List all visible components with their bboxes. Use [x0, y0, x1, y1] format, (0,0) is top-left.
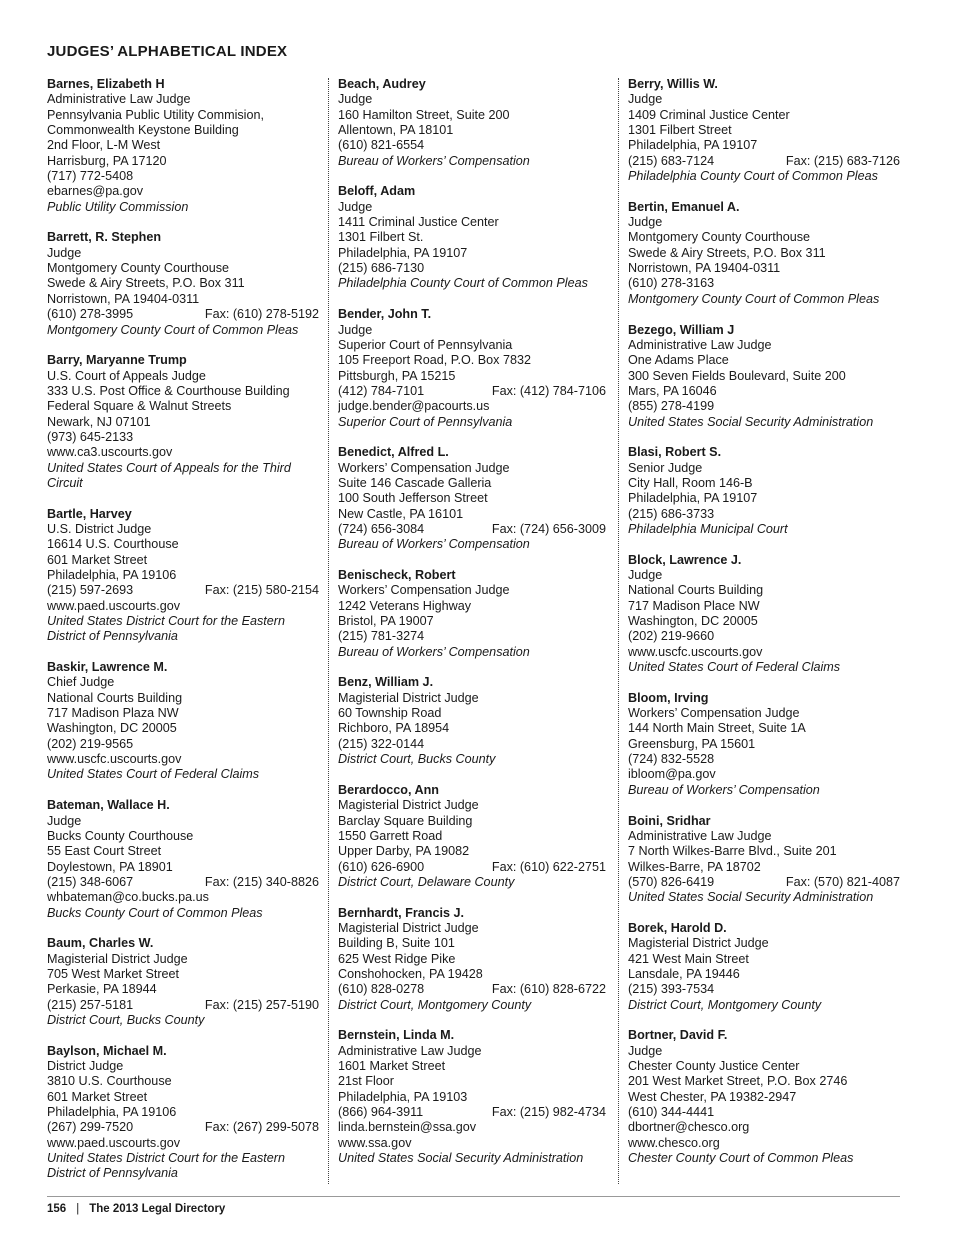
entry-detail: 60 Township Road: [338, 706, 442, 721]
entry-detail: Judge: [628, 215, 663, 230]
entry-detail: Judge: [338, 199, 373, 214]
phone-fax-row: [47, 583, 319, 598]
entry-detail: Bristol, PA 19007: [338, 614, 434, 629]
court-name: District Court, Montgomery County: [628, 997, 822, 1012]
entry-detail: (202) 219-9660: [628, 629, 715, 644]
page-footer: [47, 1202, 225, 1216]
entry-detail: Wilkes-Barre, PA 18702: [628, 859, 761, 874]
entry-detail: Judge: [47, 813, 82, 828]
court-name: United States Court of Federal Claims: [47, 767, 260, 782]
entry-detail: Judge: [338, 92, 373, 107]
entry-detail: 705 West Market Street: [47, 966, 180, 981]
phone-number: (215) 597-2693: [47, 583, 134, 598]
judge-name: Barnes, Elizabeth H: [47, 77, 165, 91]
phone-fax-row: [47, 875, 319, 890]
judge-entry: [338, 568, 606, 660]
entry-detail: Norristown, PA 19404-0311: [47, 291, 200, 306]
judge-entry: [47, 353, 319, 491]
entry-detail: Senior Judge: [628, 460, 703, 475]
judge-entry: [47, 660, 319, 783]
judge-name: Bortner, David F.: [628, 1028, 728, 1043]
entry-detail: Judge: [628, 1043, 663, 1058]
entry-detail: Magisterial District Judge: [47, 951, 188, 966]
judge-entry: [628, 691, 900, 798]
judge-entry: [628, 814, 900, 906]
judge-name: Benischeck, Robert: [338, 568, 456, 582]
entry-detail: Chester County Justice Center: [628, 1059, 800, 1073]
court-name: Bucks County Court of Common Pleas: [47, 905, 263, 920]
entry-detail: Judge: [628, 568, 663, 582]
judge-entry: [47, 798, 319, 921]
court-name: Bureau of Workers’ Compensation: [338, 537, 530, 552]
judge-name: Baum, Charles W.: [47, 936, 154, 951]
entry-detail: 21st Floor: [338, 1074, 394, 1089]
entry-detail: www.ca3.uscourts.gov: [47, 445, 173, 460]
phone-fax-row: [47, 998, 319, 1013]
entry-detail: New Castle, PA 16101: [338, 506, 464, 521]
phone-fax-row: [338, 982, 606, 997]
phone-number: (570) 826-6419: [628, 874, 715, 889]
entry-detail: Richboro, PA 18954: [338, 721, 450, 736]
judge-entry: [338, 307, 606, 430]
entry-detail: Montgomery County Courthouse: [628, 230, 811, 245]
entry-detail: Federal Square & Walnut Streets: [47, 399, 232, 414]
entry-detail: Magisterial District Judge: [338, 798, 479, 813]
judge-name: Benz, William J.: [338, 675, 434, 690]
entry-detail: 601 Market Street: [47, 1089, 148, 1104]
entry-detail: Administrative Law Judge: [628, 337, 772, 352]
fax-number: Fax: (610) 828-6722: [491, 982, 606, 997]
entry-detail: Greensburg, PA 15601: [628, 736, 756, 751]
entry-detail: Harrisburg, PA 17120: [47, 153, 167, 168]
court-name: Bureau of Workers’ Compensation: [628, 782, 820, 797]
court-name: United States District Court for the Eastern District of Pennsylvania: [47, 1151, 285, 1181]
phone-number: (610) 828-0278: [338, 982, 425, 997]
page-title: JUDGES’ ALPHABETICAL INDEX: [47, 43, 288, 60]
footer-rule: [47, 1196, 900, 1197]
entry-detail: 16614 U.S. Courthouse: [47, 537, 179, 552]
judge-entry: [628, 200, 900, 307]
fax-number: Fax: (610) 278-5192: [204, 307, 319, 322]
phone-fax-row: [338, 384, 606, 399]
entry-detail: (724) 832-5528: [628, 752, 715, 767]
judge-entry: [628, 77, 900, 184]
court-name: United States Court of Federal Claims: [628, 660, 841, 675]
fax-number: Fax: (215) 982-4734: [491, 1105, 606, 1120]
entry-detail: 717 Madison Plaza NW: [47, 706, 179, 721]
entry-detail: Pennsylvania Public Utility Commision,: [47, 107, 264, 122]
entry-detail: U.S. Court of Appeals Judge: [47, 368, 206, 383]
entry-detail: www.ssa.gov: [338, 1135, 412, 1150]
judge-name: Bartle, Harvey: [47, 506, 132, 521]
fax-number: Fax: (610) 622-2751: [491, 859, 606, 874]
judge-name: Baskir, Lawrence M.: [47, 660, 168, 675]
entry-detail: www.chesco.org: [628, 1135, 720, 1150]
judge-name: Beloff, Adam: [338, 184, 416, 199]
entry-detail: National Courts Building: [47, 690, 183, 705]
judge-name: Benedict, Alfred L.: [338, 445, 449, 460]
entry-detail: 1409 Criminal Justice Center: [628, 107, 790, 122]
entry-detail: (610) 821-6554: [338, 138, 425, 153]
entry-detail: (215) 781-3274: [338, 629, 425, 644]
phone-fax-row: [338, 1105, 606, 1120]
judge-entry: [338, 77, 606, 169]
court-name: Bureau of Workers’ Compensation: [338, 153, 530, 168]
judge-name: Beach, Audrey: [338, 77, 426, 91]
judge-entry: [47, 230, 319, 337]
fax-number: Fax: (412) 784-7106: [491, 383, 606, 398]
phone-fax-row: [47, 1120, 319, 1135]
entry-detail: Building B, Suite 101: [338, 936, 455, 951]
phone-number: (724) 656-3084: [338, 521, 425, 536]
entry-detail: Suite 146 Cascade Galleria: [338, 475, 492, 490]
entry-detail: (215) 322-0144: [338, 736, 425, 751]
entry-detail: Montgomery County Courthouse: [47, 261, 230, 276]
entry-detail: Barclay Square Building: [338, 813, 473, 828]
judge-entry: [338, 783, 606, 890]
judge-name: Berardocco, Ann: [338, 782, 440, 797]
entry-detail: 144 North Main Street, Suite 1A: [628, 721, 806, 736]
entry-detail: dbortner@chesco.org: [628, 1120, 750, 1135]
entry-detail: ibloom@pa.gov: [628, 767, 716, 782]
entry-detail: West Chester, PA 19382-2947: [628, 1089, 797, 1104]
court-name: United States District Court for the Eastern District of Pennsylvania: [47, 614, 285, 644]
entry-detail: 160 Hamilton Street, Suite 200: [338, 107, 510, 122]
entry-detail: 201 West Market Street, P.O. Box 2746: [628, 1074, 848, 1089]
phone-fax-row: [628, 154, 900, 169]
phone-number: (215) 257-5181: [47, 997, 134, 1012]
phone-number: (610) 278-3995: [47, 307, 134, 322]
entry-detail: Workers’ Compensation Judge: [338, 460, 510, 475]
court-name: Philadelphia County Court of Common Pleas: [628, 169, 878, 184]
phone-fax-row: [338, 522, 606, 537]
entry-detail: 2nd Floor, L-M West: [47, 138, 161, 153]
page-number: 156: [47, 1203, 67, 1215]
judge-entry: [628, 921, 900, 1013]
judge-entry: [338, 1028, 606, 1166]
entry-detail: 421 West Main Street: [628, 951, 749, 966]
entry-detail: 625 West Ridge Pike: [338, 951, 456, 966]
entry-detail: Commonwealth Keystone Building: [47, 123, 239, 138]
judge-name: Baylson, Michael M.: [47, 1043, 167, 1058]
court-name: Philadelphia Municipal Court: [628, 521, 788, 536]
entry-detail: linda.bernstein@ssa.gov: [338, 1120, 477, 1135]
court-name: Public Utility Commission: [47, 199, 189, 214]
entry-detail: Perkasie, PA 18944: [47, 982, 157, 997]
entry-detail: (717) 772-5408: [47, 169, 134, 184]
court-name: United States Social Security Administration: [628, 414, 874, 429]
judge-name: Bernstein, Linda M.: [338, 1028, 455, 1043]
judge-entry: [338, 906, 606, 1013]
entry-detail: 1550 Garrett Road: [338, 828, 443, 843]
phone-number: (267) 299-7520: [47, 1120, 134, 1135]
footer-separator: |: [76, 1203, 80, 1215]
entry-detail: 3810 U.S. Courthouse: [47, 1074, 172, 1089]
entry-detail: Magisterial District Judge: [338, 690, 479, 705]
phone-fax-row: [338, 860, 606, 875]
judge-name: Barry, Maryanne Trump: [47, 353, 187, 368]
entry-detail: (202) 219-9565: [47, 736, 134, 751]
fax-number: Fax: (215) 580-2154: [204, 583, 319, 598]
entry-detail: Judge: [628, 92, 663, 107]
entry-detail: 601 Market Street: [47, 552, 148, 567]
entry-detail: Swede & Airy Streets, P.O. Box 311: [47, 276, 245, 291]
fax-number: Fax: (215) 683-7126: [785, 153, 900, 168]
judge-name: Berry, Willis W.: [628, 77, 718, 91]
entry-detail: www.uscfc.uscourts.gov: [47, 752, 182, 767]
judge-name: Bloom, Irving: [628, 690, 709, 705]
judge-entry: [628, 553, 900, 676]
court-name: United States Social Security Administration: [338, 1151, 584, 1166]
entry-detail: Washington, DC 20005: [47, 721, 177, 736]
court-name: Superior Court of Pennsylvania: [338, 414, 513, 429]
entry-detail: (215) 686-3733: [628, 506, 715, 521]
entry-detail: 7 North Wilkes-Barre Blvd., Suite 201: [628, 844, 837, 859]
entry-detail: 100 South Jefferson Street: [338, 491, 488, 506]
court-name: Montgomery County Court of Common Pleas: [47, 322, 299, 337]
entry-detail: Administrative Law Judge: [628, 828, 772, 843]
entry-detail: 105 Freeport Road, P.O. Box 7832: [338, 353, 531, 368]
judge-name: Bertin, Emanuel A.: [628, 199, 740, 214]
column-2: [338, 77, 606, 1182]
entry-detail: District Judge: [47, 1059, 124, 1073]
court-name: United States Social Security Administration: [628, 890, 874, 905]
entry-detail: Pittsburgh, PA 15215: [338, 368, 456, 383]
fax-number: Fax: (215) 340-8826: [204, 874, 319, 889]
judge-entry: [47, 507, 319, 645]
entry-detail: whbateman@co.bucks.pa.us: [47, 890, 209, 905]
entry-detail: Upper Darby, PA 19082: [338, 844, 470, 859]
entry-detail: www.paed.uscourts.gov: [47, 1135, 181, 1150]
court-name: District Court, Delaware County: [338, 874, 515, 889]
phone-fax-row: [628, 875, 900, 890]
entry-detail: Norristown, PA 19404-0311: [628, 261, 781, 276]
judge-entry: [628, 1028, 900, 1166]
judge-entry: [338, 675, 606, 767]
phone-fax-row: [47, 307, 319, 322]
entry-detail: ebarnes@pa.gov: [47, 184, 144, 199]
entry-detail: (855) 278-4199: [628, 399, 715, 414]
entry-detail: 1411 Criminal Justice Center: [338, 215, 499, 230]
entry-detail: Philadelphia, PA 19103: [338, 1089, 468, 1104]
entry-detail: 1301 Filbert Street: [628, 123, 732, 138]
entry-detail: Philadelphia, PA 19106: [47, 568, 177, 582]
entry-detail: 333 U.S. Post Office & Courthouse Building: [47, 383, 290, 398]
entry-detail: Superior Court of Pennsylvania: [338, 337, 513, 352]
judge-name: Bateman, Wallace H.: [47, 798, 170, 813]
column-1: [47, 77, 319, 1197]
judge-name: Blasi, Robert S.: [628, 445, 722, 460]
entry-detail: Newark, NJ 07101: [47, 414, 151, 429]
column-divider: [328, 78, 329, 1184]
phone-number: (215) 348-6067: [47, 874, 134, 889]
entry-detail: Judge: [47, 245, 82, 260]
phone-number: (215) 683-7124: [628, 153, 715, 168]
entry-detail: Magisterial District Judge: [628, 936, 769, 951]
entry-detail: Swede & Airy Streets, P.O. Box 311: [628, 245, 826, 260]
column-3: [628, 77, 900, 1182]
judge-entry: [47, 1044, 319, 1182]
fax-number: Fax: (215) 257-5190: [204, 997, 319, 1012]
judge-name: Barrett, R. Stephen: [47, 230, 162, 245]
entry-detail: (215) 393-7534: [628, 982, 715, 997]
phone-number: (866) 964-3911: [338, 1105, 424, 1120]
entry-detail: Mars, PA 16046: [628, 383, 717, 398]
fax-number: Fax: (267) 299-5078: [204, 1120, 319, 1135]
entry-detail: U.S. District Judge: [47, 521, 152, 536]
entry-detail: Chief Judge: [47, 675, 115, 690]
court-name: Bureau of Workers’ Compensation: [338, 644, 530, 659]
entry-detail: Workers’ Compensation Judge: [338, 583, 510, 598]
entry-detail: (973) 645-2133: [47, 429, 134, 444]
column-divider: [618, 78, 619, 1184]
entry-detail: Conshohocken, PA 19428: [338, 966, 483, 981]
entry-detail: judge.bender@pacourts.us: [338, 399, 490, 414]
fax-number: Fax: (724) 656-3009: [491, 521, 606, 536]
entry-detail: Judge: [338, 322, 373, 337]
entry-detail: 1242 Veterans Highway: [338, 598, 472, 613]
judge-name: Bezego, William J: [628, 322, 735, 337]
entry-detail: 1301 Filbert St.: [338, 230, 424, 245]
court-name: District Court, Montgomery County: [338, 997, 532, 1012]
phone-number: (412) 784-7101: [338, 383, 425, 398]
judge-entry: [47, 936, 319, 1028]
entry-detail: National Courts Building: [628, 583, 764, 598]
judge-name: Bernhardt, Francis J.: [338, 905, 464, 920]
court-name: Montgomery County Court of Common Pleas: [628, 291, 880, 306]
entry-detail: Philadelphia, PA 19107: [628, 138, 758, 153]
publication-title: The 2013 Legal Directory: [89, 1203, 226, 1215]
judge-entry: [628, 445, 900, 537]
judge-name: Boini, Sridhar: [628, 813, 711, 828]
entry-detail: www.paed.uscourts.gov: [47, 598, 181, 613]
entry-detail: www.uscfc.uscourts.gov: [628, 644, 763, 659]
entry-detail: 300 Seven Fields Boulevard, Suite 200: [628, 368, 846, 383]
entry-detail: (215) 686-7130: [338, 261, 425, 276]
entry-detail: Magisterial District Judge: [338, 920, 479, 935]
entry-detail: Lansdale, PA 19446: [628, 966, 740, 981]
court-name: United States Court of Appeals for the Third Circuit: [47, 460, 291, 490]
judge-name: Bender, John T.: [338, 307, 432, 322]
entry-detail: Administrative Law Judge: [338, 1043, 482, 1058]
entry-detail: 717 Madison Place NW: [628, 598, 760, 613]
judge-name: Block, Lawrence J.: [628, 552, 742, 567]
entry-detail: (610) 344-4441: [628, 1105, 715, 1120]
entry-detail: 1601 Market Street: [338, 1059, 446, 1073]
fax-number: Fax: (570) 821-4087: [785, 874, 900, 889]
court-name: Chester County Court of Common Pleas: [628, 1151, 854, 1166]
entry-detail: Philadelphia, PA 19107: [338, 245, 468, 260]
entry-detail: Administrative Law Judge: [47, 92, 191, 107]
entry-detail: Bucks County Courthouse: [47, 828, 194, 843]
entry-detail: Workers’ Compensation Judge: [628, 706, 800, 721]
phone-number: (610) 626-6900: [338, 859, 425, 874]
entry-detail: Doylestown, PA 18901: [47, 859, 173, 874]
judge-entry: [47, 77, 319, 215]
judge-entry: [628, 323, 900, 430]
court-name: District Court, Bucks County: [47, 1012, 205, 1027]
entry-detail: City Hall, Room 146-B: [628, 475, 753, 490]
court-name: Philadelphia County Court of Common Pleas: [338, 276, 588, 291]
entry-detail: (610) 278-3163: [628, 276, 715, 291]
entry-detail: Allentown, PA 18101: [338, 123, 454, 138]
entry-detail: 55 East Court Street: [47, 844, 162, 859]
court-name: District Court, Bucks County: [338, 752, 496, 767]
judge-entry: [338, 445, 606, 552]
entry-detail: Philadelphia, PA 19106: [47, 1105, 177, 1120]
judge-entry: [338, 184, 606, 291]
judge-name: Borek, Harold D.: [628, 920, 727, 935]
entry-detail: Washington, DC 20005: [628, 614, 758, 629]
entry-detail: Philadelphia, PA 19107: [628, 491, 758, 506]
entry-detail: One Adams Place: [628, 353, 729, 368]
